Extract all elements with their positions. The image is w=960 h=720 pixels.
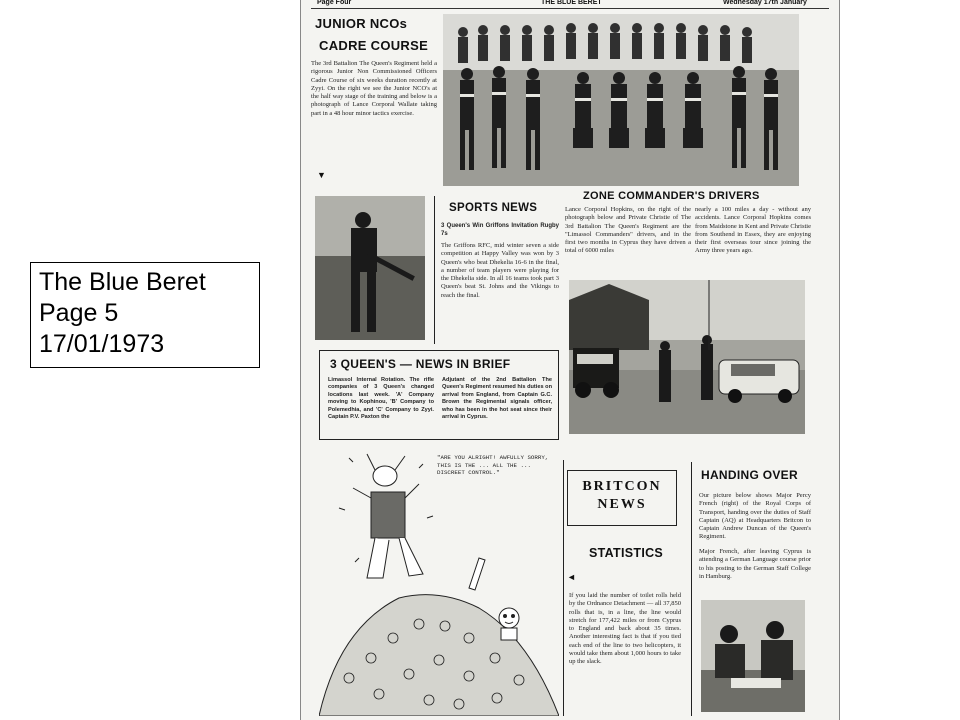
caption-box: [30, 262, 260, 368]
sports-headline: SPORTS NEWS: [449, 202, 538, 214]
britcon-box: [567, 470, 677, 526]
column-rule: [434, 196, 435, 344]
statistics-article-text: If you laid the number of toilet rolls held by the Ordnance Detachment — all 37,850 rolls that is, in a line, the line would stretch for 177,422 miles or from Cyprus to England and back about 35 times. Another interesting fact is that if you tied each end of the line to two helicopters, it would take them about 1,000 hours to take up the slack.: [569, 592, 681, 666]
caption-title: The Blue Beret: [39, 268, 206, 296]
officers-photo: [701, 600, 805, 712]
junior-article-text: The 3rd Battalion The Queen's Regiment held a rigorous Junior Non Commissioned Officers Cadre Course of six weeks duration recently at Zyyi. On the right we see the Junior NCO's at the half way stage of the training and below is a photograph of Lance Corporal Wallate taking part in a 48 hour minor tactics exercise.: [311, 60, 437, 117]
news-in-brief-box: [319, 350, 559, 440]
zone-article-text-1: Lance Corporal Hopkins, on the right of the photograph below and Private Christie of The 3rd Battalion The Queen's Regiment are the "Limassol Commanders" drivers, and in the first two months in Cyprus they have driven a total of 6000 miles: [565, 206, 691, 255]
handing-headline: HANDING OVER: [701, 468, 798, 482]
junior-headline-2: CADRE COURSE: [319, 38, 429, 53]
zone-article-text-2: nearly a 100 miles a day - without any accidents. Lance Corporal Hopkins comes from Maidstone in Kent and Private Christie from Southend in Essex, they are enjoying their first overseas tour since joining the Army three years ago.: [695, 206, 811, 255]
vehicles-photo: [569, 280, 805, 434]
column-rule-right: [691, 462, 692, 716]
britcon-title: BRITCON: [582, 479, 662, 494]
caption-page: Page 5: [39, 299, 119, 327]
brief-text-right: Adjutant of the 2nd Battalion The Queen's Regiment resumed his duties on arrival from England, from Captain G.C. Brown the Regimental signals officer, who has been in the hot seat since their arrival in Cyprus.: [442, 377, 552, 421]
sports-article-text: The Griffons RFC, mid winter seven a side competition at Happy Valley was won by 3 Queen's who beat Dhekelia 16-6 in the final, a number of team players were playing for the Dhekelia side. In all 16 teams took part 3 Queen's beat St. Johns and the Vikings to reach the final.: [441, 242, 559, 299]
newspaper-page: [300, 0, 840, 720]
handing-article-text-1: Our picture below shows Major Percy French (right) of the Royal Corps of Transport, handing over the duties of Staff Captain (AQ) at Headquarters Britcon to Captain Andrew Duncan of the Queen's Regiment.: [699, 492, 811, 541]
zone-headline: ZONE COMMANDER'S DRIVERS: [583, 190, 760, 202]
caption-date: 17/01/1973: [39, 330, 165, 358]
column-rule-lower: [563, 460, 564, 716]
handing-article-text-2: Major French, after leaving Cyprus is attending a German Language course prior to his posting to the German Staff College in Hamburg.: [699, 548, 811, 580]
cartoon-illustration: [319, 448, 559, 716]
soldier-photo: [315, 196, 425, 340]
left-arrow-icon: ◄: [567, 572, 577, 582]
masthead-strip: [311, 0, 829, 9]
statistics-headline: STATISTICS: [589, 546, 664, 560]
brief-headline: 3 QUEEN'S — NEWS IN BRIEF: [330, 357, 511, 371]
paper-name: THE BLUE BERET: [541, 0, 602, 6]
brief-text-left: Limassol Internal Rotation. The rifle companies of 3 Queen's changed locations last week. 'A' Company moving to Kophinou, 'B' Company to Polemedhia, and 'C' Company to Zyyi. Captain P.V. Paxton the: [328, 377, 434, 421]
britcon-subtitle: NEWS: [597, 497, 647, 512]
cartoon-speech-text: "ARE YOU ALRIGHT! AWFULLY SORRY, THIS IS THE ... ALL THE ... DISCREET CONTROL.": [437, 454, 549, 477]
junior-headline-1: JUNIOR NCOs: [315, 16, 408, 31]
page-number: Page Four: [317, 0, 352, 6]
issue-date: Wednesday 17th January: [723, 0, 807, 6]
group-photo: [443, 14, 799, 186]
pointer-arrow-icon: ▼: [317, 170, 327, 180]
sports-subhead: 3 Queen's Win Griffons Invitation Rugby 7s: [441, 223, 559, 238]
